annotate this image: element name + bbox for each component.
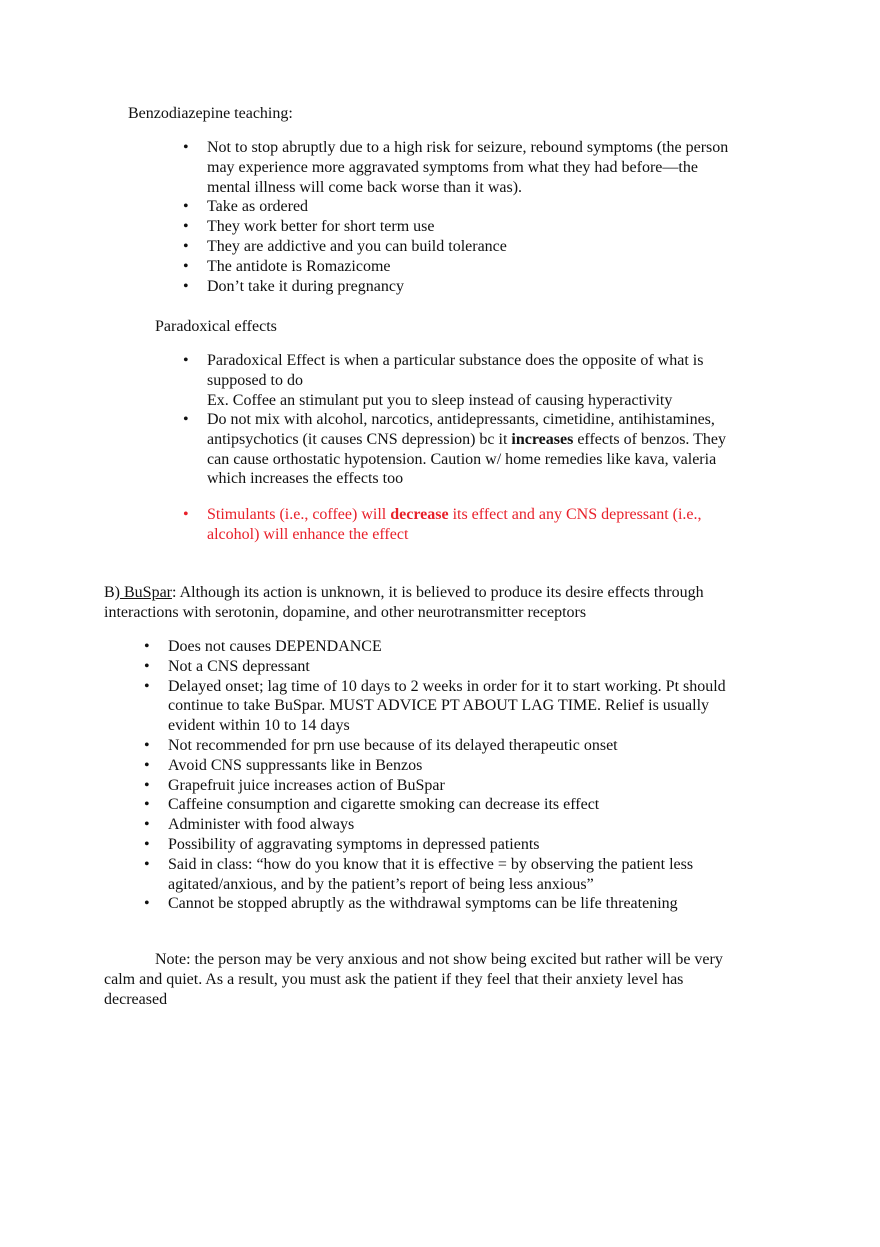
- bullet-text: may experience more aggravated symptoms from what they had before—the: [207, 158, 698, 176]
- bullet-item: [183, 277, 404, 297]
- bullet-icon: •: [144, 756, 150, 774]
- bullet-item: [144, 795, 600, 815]
- bullet-item: [183, 197, 309, 217]
- bullet-text: The antidote is Romazicome: [207, 257, 391, 275]
- bullet-item: [144, 657, 310, 677]
- bullet-icon: •: [183, 411, 189, 428]
- bullet-text: Does not causes DEPENDANCE: [168, 638, 382, 655]
- bullet-icon: •: [144, 657, 150, 675]
- bullet-text: Take as ordered: [207, 198, 309, 216]
- bullet-item: [144, 776, 445, 796]
- bullet-item-highlight: • Stimulants (i.e., coffee) will decrease its effect and any CNS depressant (i.e., alcohol) will enhance the effect: [183, 506, 702, 543]
- bullet-item: [183, 217, 435, 237]
- bullet-item: [144, 835, 540, 855]
- buspar-intro: B) BuSpar: Although its action is unknown, it is believed to produce its desire effects through interactions with serotonin, dopamine, and other neurotransmitter receptors: [104, 584, 704, 621]
- bullet-icon: •: [144, 895, 150, 913]
- benzo-heading: Benzodiazepine teaching:: [128, 105, 293, 122]
- bullet-icon: •: [183, 238, 189, 255]
- bullet-item: [144, 815, 355, 835]
- bullet-icon: •: [183, 139, 189, 156]
- bullet-item: [144, 637, 382, 657]
- bullet-item: [183, 237, 507, 257]
- bullet-item: [144, 756, 423, 776]
- bullet-item: [144, 894, 678, 914]
- paradoxical-heading: Paradoxical effects: [155, 318, 277, 335]
- bullet-text: Said in class: “how do you know that it is effective = by observing the patient less: [168, 855, 694, 873]
- bullet-item: [183, 257, 391, 277]
- bullet-text: continue to take BuSpar. MUST ADVICE PT ABOUT LAG TIME. Relief is usually: [168, 697, 710, 715]
- bullet-item: [144, 677, 726, 736]
- bullet-text: agitated/anxious, and by the patient’s report of being less anxious”: [168, 875, 594, 893]
- bullet-icon: •: [144, 855, 150, 873]
- bullet-icon: •: [183, 257, 189, 275]
- bullet-text: Grapefruit juice increases action of BuSpar: [168, 776, 445, 794]
- bullet-text: Delayed onset; lag time of 10 days to 2 weeks in order for it to start working. Pt should: [168, 677, 726, 695]
- bullet-item: [144, 736, 618, 756]
- bullet-text: They work better for short term use: [207, 218, 435, 236]
- bullet-icon: •: [144, 796, 150, 814]
- bullet-text: mental illness will come back worse than it was).: [207, 178, 523, 196]
- bullet-text: Not a CNS depressant: [168, 657, 310, 675]
- bullet-text: Administer with food always: [168, 816, 355, 834]
- bullet-text: Not to stop abruptly due to a high risk for seizure, rebound symptoms (the person: [207, 139, 729, 156]
- bullet-icon: •: [183, 198, 189, 216]
- bullet-text: Cannot be stopped abruptly as the withdrawal symptoms can be life threatening: [168, 895, 678, 913]
- bullet-item: • Do not mix with alcohol, narcotics, antidepressants, cimetidine, antihistamines, antipsychotics (it causes CNS depression) bc it increases effects of benzos. They can cause orthostatic hypotension. Caution w/ home remedies like kava, valeria which increases the effects too: [183, 411, 726, 488]
- bullet-text: Don’t take it during pregnancy: [207, 277, 404, 295]
- bullet-icon: •: [183, 506, 189, 523]
- bullet-text: They are addictive and you can build tolerance: [207, 238, 507, 255]
- bullet-text: Caffeine consumption and cigarette smoking can decrease its effect: [168, 796, 600, 814]
- bullet-icon: •: [144, 677, 150, 695]
- buspar-title: BuSpar: [120, 584, 172, 601]
- bullet-item: [144, 855, 694, 895]
- bullet-icon: •: [144, 737, 150, 754]
- bullet-icon: •: [183, 352, 189, 369]
- bullet-item: • Paradoxical Effect is when a particular substance does the opposite of what is supposed to do Ex. Coffee an stimulant put you to sleep instead of causing hyperactivity: [183, 352, 704, 409]
- bullet-icon: •: [144, 816, 150, 834]
- bullet-icon: •: [183, 218, 189, 236]
- bullet-item: [183, 138, 729, 197]
- bullet-text: Not recommended for prn use because of its delayed therapeutic onset: [168, 737, 618, 754]
- bullet-icon: •: [144, 776, 150, 794]
- note-paragraph: Note: the person may be very anxious and not show being excited but rather will be very calm and quiet. As a result, you must ask the patient if they feel that their anxiety level has decreased: [104, 951, 723, 1008]
- bullet-text: Avoid CNS suppressants like in Benzos: [168, 756, 423, 774]
- bullet-icon: •: [144, 836, 150, 853]
- bullet-icon: •: [144, 638, 150, 655]
- bullet-icon: •: [183, 277, 189, 295]
- bullet-text: Possibility of aggravating symptoms in depressed patients: [168, 836, 540, 853]
- bullet-text: evident within 10 to 14 days: [168, 717, 350, 735]
